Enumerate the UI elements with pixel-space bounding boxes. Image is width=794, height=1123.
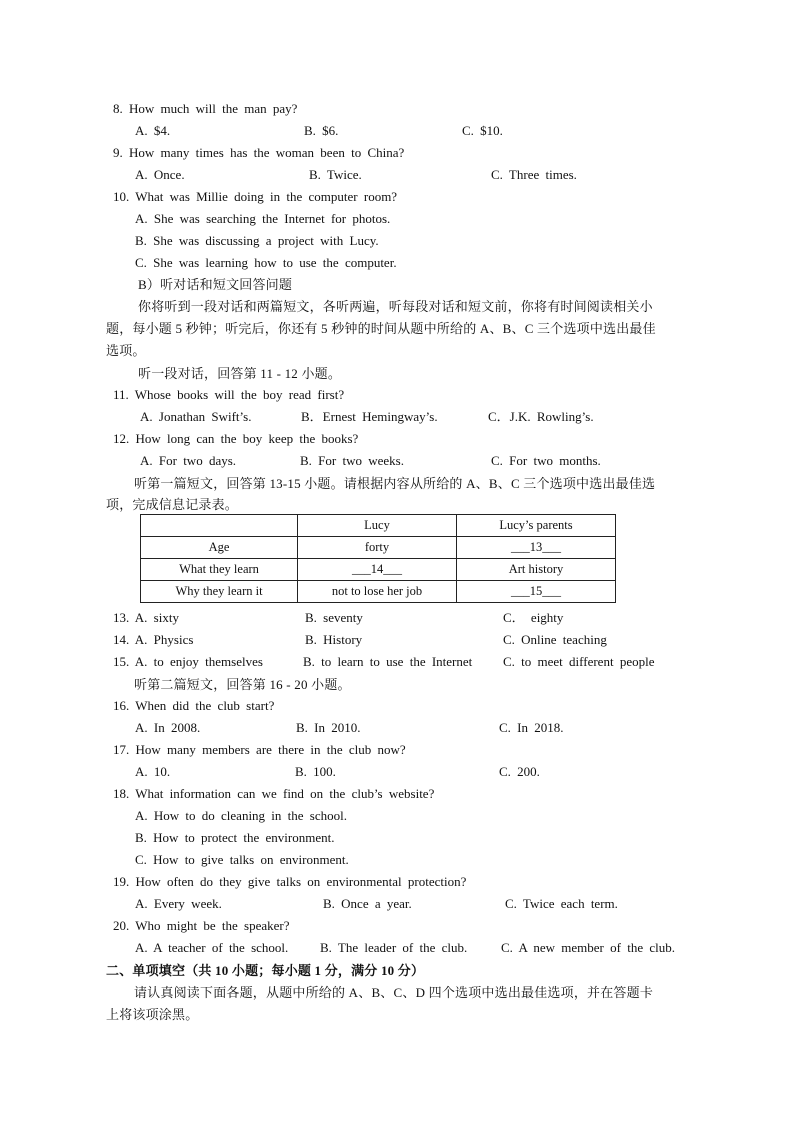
- table-cell: Why they learn it: [141, 581, 298, 603]
- q17-option-b: B. 100.: [295, 764, 336, 779]
- section-2-heading: 二、单项填空（共 10 小题；每小题 1 分，满分 10 分）: [106, 963, 425, 978]
- section-b-instructions-2: 题，每小题 5 秒钟；听完后，你还有 5 秒钟的时间从题中所给的 A、B、C 三个选项中选出最佳: [106, 321, 656, 336]
- table-row: [141, 559, 616, 581]
- table-cell: Lucy: [298, 515, 457, 537]
- q15-option-b: B. to learn to use the Internet: [303, 654, 473, 669]
- q8-stem: 8. How much will the man pay?: [113, 101, 298, 116]
- q12-option-b: B. For two weeks.: [300, 453, 404, 468]
- table-cell: Art history: [457, 559, 616, 581]
- q20-option-b: B. The leader of the club.: [320, 940, 468, 955]
- table-cell: forty: [298, 537, 457, 559]
- blank-number: 14: [370, 562, 384, 576]
- q19-option-b: B. Once a year.: [323, 896, 412, 911]
- q19-option-a: A. Every week.: [135, 896, 222, 911]
- table-blank-cell: ___14___: [298, 559, 457, 581]
- q18-option-c: C. How to give talks on environment.: [135, 852, 349, 867]
- q12-option-a: A. For two days.: [140, 453, 237, 468]
- q17-option-c: C. 200.: [499, 764, 540, 779]
- q18-stem: 18. What information can we find on the club’s website?: [113, 786, 435, 801]
- dialogue-instruction: 听一段对话，回答第 11 - 12 小题。: [138, 366, 342, 381]
- info-record-table: [140, 514, 616, 603]
- q20-stem: 20. Who might be the speaker?: [113, 918, 290, 933]
- section-b-instructions-1: 你将听到一段对话和两篇短文，各听两遍，听每段对话和短文前，你将有时间阅读相关小: [138, 299, 653, 314]
- q17-stem: 17. How many members are there in the club now?: [113, 742, 406, 757]
- q13-option-c: C． eighty: [503, 610, 564, 625]
- q14-option-c: C. Online teaching: [503, 632, 607, 647]
- table-row: [141, 537, 616, 559]
- table-blank-cell: ___15___: [457, 581, 616, 603]
- q16-option-b: B. In 2010.: [296, 720, 361, 735]
- q19-option-c: C. Twice each term.: [505, 896, 618, 911]
- passage1-instruction-2: 项，完成信息记录表。: [106, 497, 239, 512]
- section-2-instructions-1: 请认真阅读下面各题，从题中所给的 A、B、C、D 四个选项中选出最佳选项，并在答题卡: [134, 985, 654, 1000]
- blank-number: 15: [529, 584, 543, 598]
- passage2-instruction: 听第二篇短文，回答第 16 - 20 小题。: [134, 677, 351, 692]
- q10-option-c: C. She was learning how to use the computer.: [135, 255, 397, 270]
- table-cell: What they learn: [141, 559, 298, 581]
- q9-stem: 9. How many times has the woman been to China?: [113, 145, 405, 160]
- q8-option-c: C. $10.: [462, 123, 503, 138]
- q15-option-c: C. to meet different people: [503, 654, 655, 669]
- q8-option-a: A. $4.: [135, 123, 171, 138]
- q9-option-b: B. Twice.: [309, 167, 362, 182]
- table-cell: not to lose her job: [298, 581, 457, 603]
- section-2-instructions-2: 上将该项涂黑。: [106, 1007, 199, 1022]
- table-cell: [141, 515, 298, 537]
- section-b-heading: B）听对话和短文回答问题: [138, 277, 293, 292]
- passage1-instruction-1: 听第一篇短文，回答第 13-15 小题。请根据内容从所给的 A、B、C 三个选项中选出最佳选: [134, 476, 656, 491]
- q12-option-c: C. For two months.: [491, 453, 601, 468]
- q16-option-a: A. In 2008.: [135, 720, 201, 735]
- q14-option-b: B. History: [305, 632, 363, 647]
- q16-option-c: C. In 2018.: [499, 720, 564, 735]
- q10-stem: 10. What was Millie doing in the computer room?: [113, 189, 398, 204]
- q14-option-a: 14. A. Physics: [113, 632, 194, 647]
- table-blank-cell: ___13___: [457, 537, 616, 559]
- q20-option-c: C. A new member of the club.: [501, 940, 675, 955]
- q11-stem: 11. Whose books will the boy read first?: [113, 387, 345, 402]
- q13-option-a: 13. A. sixty: [113, 610, 179, 625]
- q18-option-b: B. How to protect the environment.: [135, 830, 335, 845]
- q11-option-a: A. Jonathan Swift’s.: [140, 409, 252, 424]
- q11-option-b: B．Ernest Hemingway’s.: [301, 409, 438, 424]
- table-row: [141, 581, 616, 603]
- q10-option-a: A. She was searching the Internet for photos.: [135, 211, 391, 226]
- table-cell: Lucy’s parents: [457, 515, 616, 537]
- q18-option-a: A. How to do cleaning in the school.: [135, 808, 347, 823]
- q20-option-a: A. A teacher of the school.: [135, 940, 289, 955]
- q17-option-a: A. 10.: [135, 764, 171, 779]
- blank-number: 13: [529, 540, 543, 554]
- section-b-instructions-3: 选项。: [106, 343, 146, 358]
- q9-option-a: A. Once.: [135, 167, 185, 182]
- q15-option-a: 15. A. to enjoy themselves: [113, 654, 263, 669]
- q13-option-b: B. seventy: [305, 610, 363, 625]
- q19-stem: 19. How often do they give talks on environmental protection?: [113, 874, 467, 889]
- q12-stem: 12. How long can the boy keep the books?: [113, 431, 359, 446]
- q9-option-c: C. Three times.: [491, 167, 577, 182]
- table-cell: Age: [141, 537, 298, 559]
- table-header-row: [141, 515, 616, 537]
- q10-option-b: B. She was discussing a project with Lucy.: [135, 233, 379, 248]
- q8-option-b: B. $6.: [304, 123, 339, 138]
- q11-option-c: C．J.K. Rowling’s.: [488, 409, 594, 424]
- q16-stem: 16. When did the club start?: [113, 698, 275, 713]
